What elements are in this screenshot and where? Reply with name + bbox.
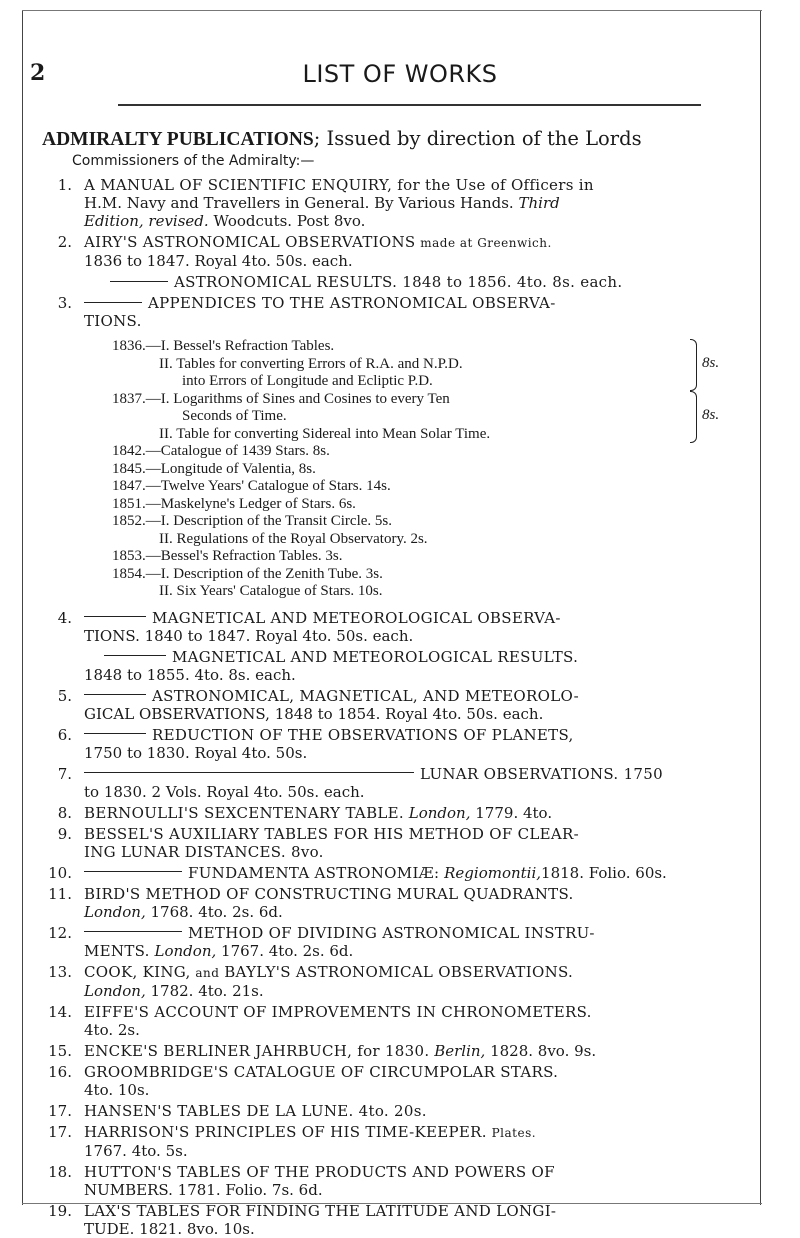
- entry-number: 10.: [48, 863, 72, 882]
- entry-line: 1768. 4to. 2s. 6d.: [150, 902, 283, 921]
- entry-12: [42, 924, 742, 960]
- entry-11: [42, 885, 742, 921]
- entry-number: 15.: [48, 1041, 72, 1060]
- entry-line: HARRISON'S PRINCIPLES OF HIS TIME-KEEPER.: [84, 1122, 487, 1141]
- entry-17: [42, 1102, 742, 1120]
- entry-line: H.M. Navy and Travellers in General. By Various Hands.: [84, 194, 514, 212]
- entry-number: 11.: [48, 884, 72, 903]
- entry-line: ING LUNAR DISTANCES. 8vo.: [84, 842, 324, 861]
- ditto-dash: [84, 772, 414, 773]
- entry-5: [42, 687, 742, 723]
- entry-1: [42, 176, 742, 230]
- entry-number: 16.: [48, 1062, 72, 1081]
- entry-line: 1750 to 1830. Royal 4to. 50s.: [84, 743, 308, 762]
- entry-number: 9.: [57, 824, 72, 843]
- entry-16: [42, 1063, 742, 1099]
- entry-line: TIONS.: [84, 312, 142, 330]
- entry-line: 1836 to 1847. Royal 4to. 50s. each.: [84, 252, 353, 270]
- entry-19: [42, 1202, 742, 1238]
- entry-number: 4.: [57, 608, 72, 627]
- sublist-row: 1854.—I. Description of the Zenith Tube. 3s.: [112, 565, 383, 582]
- entry-18: [42, 1163, 742, 1199]
- entry-8: [42, 804, 742, 822]
- entry-number: 1.: [57, 176, 72, 194]
- brace: [690, 339, 697, 391]
- entry-italic: Edition, revised.: [84, 212, 209, 230]
- section-subtitle: Commissioners of the Admiralty:—: [72, 153, 315, 169]
- entry-line: 1848 to 1855. 4to. 8s. each.: [84, 665, 296, 684]
- entry-line: BAYLY'S ASTRONOMICAL OBSERVATIONS.: [224, 962, 574, 981]
- ditto-dash: [104, 655, 166, 656]
- entry-small-caps: made at Greenwich.: [420, 236, 552, 250]
- entry-line: METHOD OF DIVIDING ASTRONOMICAL INSTRU-: [188, 923, 595, 942]
- works-list: [42, 126, 742, 1238]
- entry-number: 6.: [57, 725, 72, 744]
- entry-number: 8.: [57, 803, 72, 822]
- entry-line: LAX'S TABLES FOR FINDING THE LATITUDE AND LONGI-: [84, 1201, 557, 1220]
- entry-line: MENTS.: [84, 941, 150, 960]
- entry-number: 17.: [48, 1122, 72, 1141]
- sublist-row: Seconds of Time.: [182, 408, 287, 424]
- ditto-dash: [84, 302, 142, 303]
- entry-7: [42, 765, 742, 801]
- entry-line: HUTTON'S TABLES OF THE PRODUCTS AND POWERS OF: [84, 1162, 555, 1181]
- sublist-row: II. Regulations of the Royal Observatory. 2s.: [159, 530, 428, 547]
- sublist-row: 1837.—I. Logarithms of Sines and Cosines to every Ten: [112, 390, 450, 407]
- entry-italic: Third: [518, 194, 560, 212]
- ditto-dash: [84, 616, 146, 617]
- entry-number: 3.: [57, 294, 72, 312]
- page-number: 2: [30, 60, 46, 86]
- sublist-row: II. Table for converting Sidereal into Mean Solar Time.: [159, 425, 491, 442]
- entry-17-second: [42, 1123, 742, 1160]
- entry-10: [42, 864, 742, 882]
- ditto-dash: [84, 694, 146, 695]
- page-edge-left: [22, 10, 23, 1205]
- section-title-rest: ; Issued by direction of the Lords: [313, 127, 642, 150]
- sublist-row: II. Six Years' Catalogue of Stars. 10s.: [159, 583, 383, 599]
- entry-line: 4to. 10s.: [84, 1080, 150, 1099]
- entry-line: 1779. 4to.: [475, 803, 553, 822]
- entry-line: BESSEL'S AUXILIARY TABLES FOR HIS METHOD OF CLEAR-: [84, 824, 579, 843]
- sublist-row: 1852.—I. Description of the Transit Circle. 5s.: [112, 513, 392, 529]
- entry-line: MAGNETICAL AND METEOROLOGICAL OBSERVA-: [152, 608, 561, 627]
- header-rule: [118, 104, 701, 106]
- entry-italic: London,: [84, 902, 146, 921]
- running-title: LIST OF WORKS: [302, 60, 498, 88]
- entry-line: 4to. 2s.: [84, 1020, 140, 1039]
- entry-4-continued: [42, 648, 742, 684]
- section-title-bold: ADMIRALTY PUBLICATIONS: [42, 129, 314, 150]
- entry-line: NUMBERS. 1781. Folio. 7s. 6d.: [84, 1180, 323, 1199]
- entry-2-continued: [42, 273, 742, 291]
- entry-line: HANSEN'S TABLES DE LA LUNE. 4to. 20s.: [84, 1101, 427, 1120]
- entry-line: FUNDAMENTA ASTRONOMIÆ:: [188, 863, 440, 882]
- ditto-dash: [84, 931, 182, 932]
- entry-line: MAGNETICAL AND METEOROLOGICAL RESULTS.: [172, 647, 579, 666]
- sublist-row: 1845.—Longitude of Valentia, 8s.: [112, 460, 316, 477]
- page-edge-top: [22, 10, 762, 11]
- entry-line: ENCKE'S BERLINER JAHRBUCH, for 1830.: [84, 1041, 430, 1060]
- entry-line: TUDE. 1821. 8vo. 10s.: [84, 1219, 255, 1238]
- bracket-price: 8s.: [702, 354, 720, 371]
- entry-number: 13.: [48, 962, 72, 981]
- entry-number: 17.: [48, 1101, 72, 1120]
- entry-number: 12.: [48, 923, 72, 942]
- entry-line: 1767. 4to. 5s.: [84, 1141, 188, 1160]
- entry-small-caps: Plates.: [491, 1125, 537, 1140]
- entry-line: AIRY'S ASTRONOMICAL OBSERVATIONS: [84, 233, 416, 251]
- sublist-row: 1836.—I. Bessel's Refraction Tables.: [112, 338, 335, 354]
- entry-italic: London,: [154, 941, 217, 960]
- entry-line: GROOMBRIDGE'S CATALOGUE OF CIRCUMPOLAR STARS.: [84, 1062, 559, 1081]
- section-title: [42, 126, 742, 152]
- sublist-row: 1853.—Bessel's Refraction Tables. 3s.: [112, 548, 343, 564]
- entry-line: COOK, KING,: [84, 962, 191, 981]
- bracket-price: 8s.: [702, 407, 720, 423]
- ditto-dash: [110, 281, 168, 282]
- entry-italic: Regiomontii,: [444, 863, 542, 882]
- entry-line: ASTRONOMICAL RESULTS. 1848 to 1856. 4to. 8s. each.: [174, 273, 623, 291]
- page-edge-right: [760, 10, 761, 1205]
- entry-line: Woodcuts. Post 8vo.: [213, 212, 366, 230]
- entry-line: BIRD'S METHOD OF CONSTRUCTING MURAL QUADRANTS.: [84, 884, 574, 903]
- entry-line: to 1830. 2 Vols. Royal 4to. 50s. each.: [84, 782, 365, 801]
- entry-small-caps: and: [195, 965, 220, 980]
- sublist-row: 1847.—Twelve Years' Catalogue of Stars. 14s.: [112, 478, 391, 494]
- entry-line: GICAL OBSERVATIONS, 1848 to 1854. Royal 4to. 50s. each.: [84, 704, 544, 723]
- entry-2: [42, 233, 742, 270]
- entry-line: A MANUAL OF SCIENTIFIC ENQUIRY, for the Use of Officers in: [84, 176, 594, 194]
- entry-line: 1828. 8vo. 9s.: [490, 1041, 597, 1060]
- entry-number: 5.: [57, 686, 72, 705]
- entry-line: LUNAR OBSERVATIONS. 1750: [420, 764, 663, 783]
- entry-line: 1782. 4to. 21s.: [150, 981, 264, 1000]
- entry-number: 19.: [48, 1201, 72, 1220]
- entry-line: TIONS. 1840 to 1847. Royal 4to. 50s. each.: [84, 626, 414, 645]
- entry-number: 7.: [57, 764, 72, 783]
- entry-italic: London,: [408, 803, 471, 822]
- entry-13: [42, 963, 742, 1000]
- appendices-list: [42, 338, 742, 601]
- entry-line: EIFFE'S ACCOUNT OF IMPROVEMENTS IN CHRONOMETERS.: [84, 1002, 592, 1021]
- entry-number: 14.: [48, 1002, 72, 1021]
- brace: [690, 391, 697, 443]
- entry-line: REDUCTION OF THE OBSERVATIONS OF PLANETS,: [152, 725, 574, 744]
- entry-line: 1818. Folio. 60s.: [541, 863, 667, 882]
- sublist-row: 1842.—Catalogue of 1439 Stars. 8s.: [112, 443, 330, 459]
- sublist-row: II. Tables for converting Errors of R.A. and N.P.D.: [159, 355, 463, 372]
- entry-number: 18.: [48, 1162, 72, 1181]
- ditto-dash: [84, 871, 182, 872]
- entry-number: 2.: [57, 233, 72, 251]
- entry-14: [42, 1003, 742, 1039]
- entry-4: [42, 609, 742, 645]
- entry-italic: London,: [84, 981, 146, 1000]
- sublist-row: into Errors of Longitude and Ecliptic P.D.: [182, 373, 433, 389]
- entry-line: ASTRONOMICAL, MAGNETICAL, AND METEOROLO-: [152, 686, 579, 705]
- entry-line: 1767. 4to. 2s. 6d.: [221, 941, 354, 960]
- entry-9: [42, 825, 742, 861]
- ditto-dash: [84, 733, 146, 734]
- entry-6: [42, 726, 742, 762]
- entry-italic: Berlin,: [434, 1041, 486, 1060]
- entry-line: BERNOULLI'S SEXCENTENARY TABLE.: [84, 803, 404, 822]
- entry-3: [42, 294, 742, 330]
- entry-line: APPENDICES TO THE ASTRONOMICAL OBSERVA-: [148, 294, 556, 312]
- sublist-row: 1851.—Maskelyne's Ledger of Stars. 6s.: [112, 495, 356, 512]
- entry-15: [42, 1042, 742, 1060]
